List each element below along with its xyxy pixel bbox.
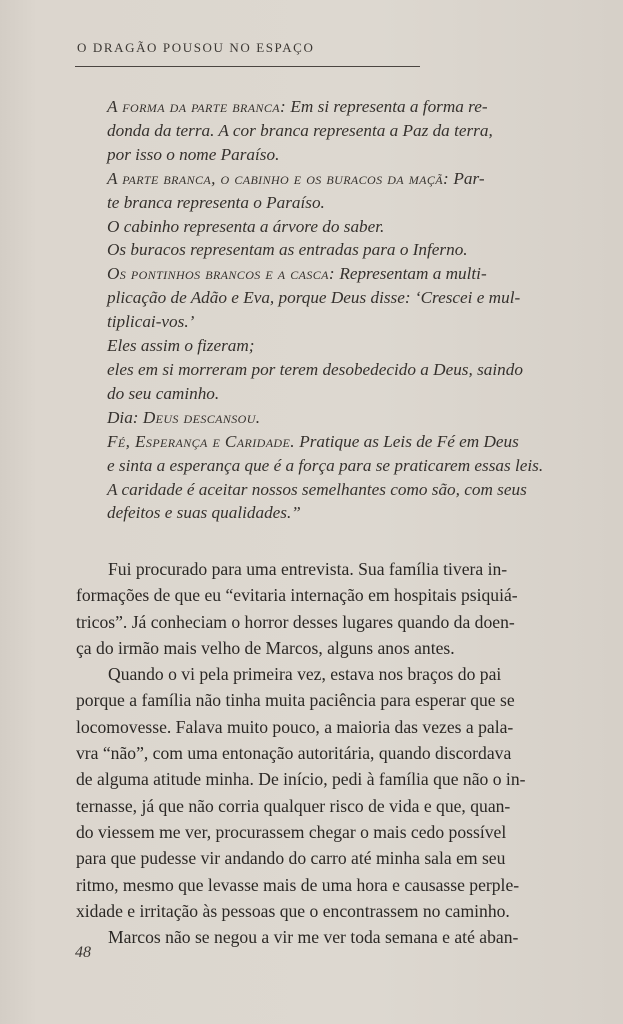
quote-text: Par- <box>449 168 485 188</box>
quote-line <box>107 501 569 525</box>
quote-text: tiplicai-vos.’ <box>107 312 195 332</box>
body-line: Fui procurado para uma entrevista. Sua família tivera in- <box>108 559 508 579</box>
body-line: vra “não”, com uma entonação autoritária, quando discordava <box>76 743 512 764</box>
quote-line <box>107 382 569 406</box>
quote-line <box>107 310 569 334</box>
body-line: tricos”. Já conheciam o horror desses lugares quando da doen- <box>76 611 515 632</box>
body-line: ritmo, mesmo que levasse mais de uma hora e causasse perple- <box>76 874 520 895</box>
running-head-rule <box>75 66 420 67</box>
quote-text: Os buracos representam as entradas para o Inferno. <box>107 240 468 260</box>
quote-text: eles em si morreram por terem desobedecido a Deus, saindo <box>107 359 523 379</box>
quote-text: Pratique as Leis de Fé em Deus <box>294 431 519 451</box>
quote-text: A caridade é aceitar nossos semelhantes como são, com seus <box>107 479 527 499</box>
body-line: ça do irmão mais velho de Marcos, alguns anos antes. <box>76 637 455 658</box>
quote-line <box>107 286 569 310</box>
quote-text: O cabinho representa a árvore do saber. <box>107 216 385 236</box>
quote-line <box>107 215 569 239</box>
quote-heading: Fé, Esperança e Caridade. <box>107 431 295 451</box>
body-line: de alguma atitude minha. De início, pedi à família que não o in- <box>76 769 526 790</box>
body-line: locomovesse. Falava muito pouco, a maioria das vezes a pala- <box>76 716 514 737</box>
body-text <box>76 556 571 950</box>
quote-line <box>107 238 569 262</box>
quote-line <box>107 454 569 478</box>
body-line: formações de que eu “evitaria internação em hospitais psiquiá- <box>76 585 518 606</box>
body-line: para que pudesse vir andando do carro até minha sala em seu <box>76 848 506 869</box>
quote-text: te branca representa o Paraíso. <box>107 192 325 212</box>
body-line: porque a família não tinha muita paciência para esperar que se <box>76 690 515 711</box>
quote-text: donda da terra. A cor branca representa a Paz da terra, <box>107 120 493 140</box>
quote-line <box>107 95 569 119</box>
quote-heading: A forma da parte branca: <box>107 97 287 116</box>
body-line: xidade e irritação às pessoas que o encontrassem no caminho. <box>76 900 510 921</box>
body-line: Quando o vi pela primeira vez, estava nos braços do pai <box>108 664 502 685</box>
body-line: ternasse, já que não corria qualquer risco de vida e que, quan- <box>76 795 511 816</box>
body-line: Marcos não se negou a vir me ver toda semana e até aban- <box>108 927 519 948</box>
quote-line <box>107 358 569 382</box>
quote-text: Dia: <box>107 407 143 427</box>
quote-text: plicação de Adão e Eva, porque Deus disse: ‘Crescei e mul- <box>107 288 521 308</box>
quote-text: do seu caminho. <box>107 383 220 403</box>
quote-line <box>107 334 569 358</box>
quote-line <box>107 191 569 215</box>
quote-line <box>107 119 569 143</box>
quote-heading: Os pontinhos brancos e a casca: <box>107 264 336 284</box>
quote-line <box>107 167 569 191</box>
running-head: O DRAGÃO POUSOU NO ESPAÇO <box>77 40 315 55</box>
quote-text: Representam a multi- <box>335 264 487 284</box>
quote-line <box>107 478 569 502</box>
quote-line <box>107 430 569 454</box>
body-line: do viessem me ver, procurassem chegar o mais cedo possível <box>76 821 507 842</box>
page-number: 48 <box>75 944 91 961</box>
quote-text: Eles assim o fizeram; <box>107 336 255 356</box>
quote-line <box>107 143 569 167</box>
quoted-passage <box>107 95 569 525</box>
quote-text: e sinta a esperança que é a força para se praticarem essas leis. <box>107 455 544 475</box>
quote-text: Em si representa a forma re- <box>286 97 488 116</box>
quote-line <box>107 406 569 430</box>
quote-heading: Deus descansou. <box>142 407 261 427</box>
quote-line <box>107 262 569 286</box>
quote-text: por isso o nome Paraíso. <box>107 144 280 164</box>
quote-heading: A parte branca, o cabinho e os buracos da maçã: <box>107 168 450 188</box>
quote-text: defeitos e suas qualidades.” <box>107 503 301 523</box>
